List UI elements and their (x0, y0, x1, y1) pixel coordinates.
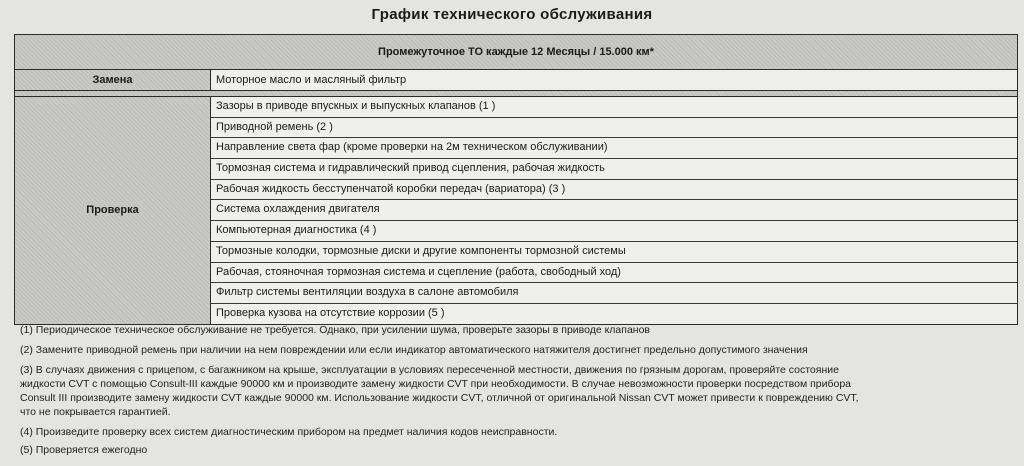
inspect-label: Проверка (15, 97, 211, 324)
inspect-item: Система охлаждения двигателя (211, 200, 1017, 221)
footnote-3-line: жидкости CVT с помощью Consult-III каждые 90000 км и производите замену жидкости CVT при необходимости. В случае невозможности проверки посредством прибора (20, 378, 852, 390)
footnote-5: (5) Проверяется ежегодно (20, 444, 148, 456)
inspect-item: Фильтр системы вентиляции воздуха в салоне автомобиля (211, 283, 1017, 304)
footnote-3-line: что не покрывается гарантией. (20, 406, 171, 418)
inspect-item: Направление света фар (кроме проверки на 2м техническом обслуживании) (211, 138, 1017, 159)
inspect-item: Рабочая жидкость бесступенчатой коробки передач (вариатора) (3 ) (211, 180, 1017, 201)
table-header: Промежуточное ТО каждые 12 Месяцы / 15.000 км* (15, 35, 1017, 70)
footnote-2: (2) Замените приводной ремень при наличии на нем повреждении или если индикатор автоматического натяжителя достигнет предельно допустимого значения (20, 344, 808, 356)
inspect-section (15, 97, 1017, 324)
page-title: График технического обслуживания (371, 6, 653, 23)
inspect-item: Приводной ремень (2 ) (211, 118, 1017, 139)
footnote-3-line: Consult III производите замену жидкости CVT каждые 90000 км. Использование жидкости CVT, отличной от оригинальной Nissan CVT может привести к повреждению CVT, (20, 392, 859, 404)
footnotes (20, 323, 1014, 461)
footnote-3 (20, 363, 1014, 419)
maintenance-table (14, 34, 1018, 325)
inspect-item: Зазоры в приводе впускных и выпускных клапанов (1 ) (211, 97, 1017, 118)
replace-item: Моторное масло и масляный фильтр (211, 70, 1017, 90)
footnote-3-line: (3) В случаях движения с прицепом, с багажником на крыше, эксплуатации в условиях пересеченной местности, движения по грязным дорогам, проверяйте состояние (20, 364, 839, 376)
inspect-item: Тормозная система и гидравлический привод сцепления, рабочая жидкость (211, 159, 1017, 180)
inspect-item: Рабочая, стояночная тормозная система и сцепление (работа, свободный ход) (211, 263, 1017, 284)
inspect-item: Проверка кузова на отсутствие коррозии (5 ) (211, 304, 1017, 324)
footnote-1: (1) Периодическое техническое обслуживание не требуется. Однако, при усилении шума, проверьте зазоры в приводе клапанов (20, 324, 651, 336)
footnote-4: (4) Произведите проверку всех систем диагностическим прибором на предмет наличия кодов неисправности. (20, 426, 558, 438)
replace-section (15, 70, 1017, 91)
replace-label: Замена (15, 70, 211, 90)
inspect-item: Тормозные колодки, тормозные диски и другие компоненты тормозной системы (211, 242, 1017, 263)
inspect-item: Компьютерная диагностика (4 ) (211, 221, 1017, 242)
